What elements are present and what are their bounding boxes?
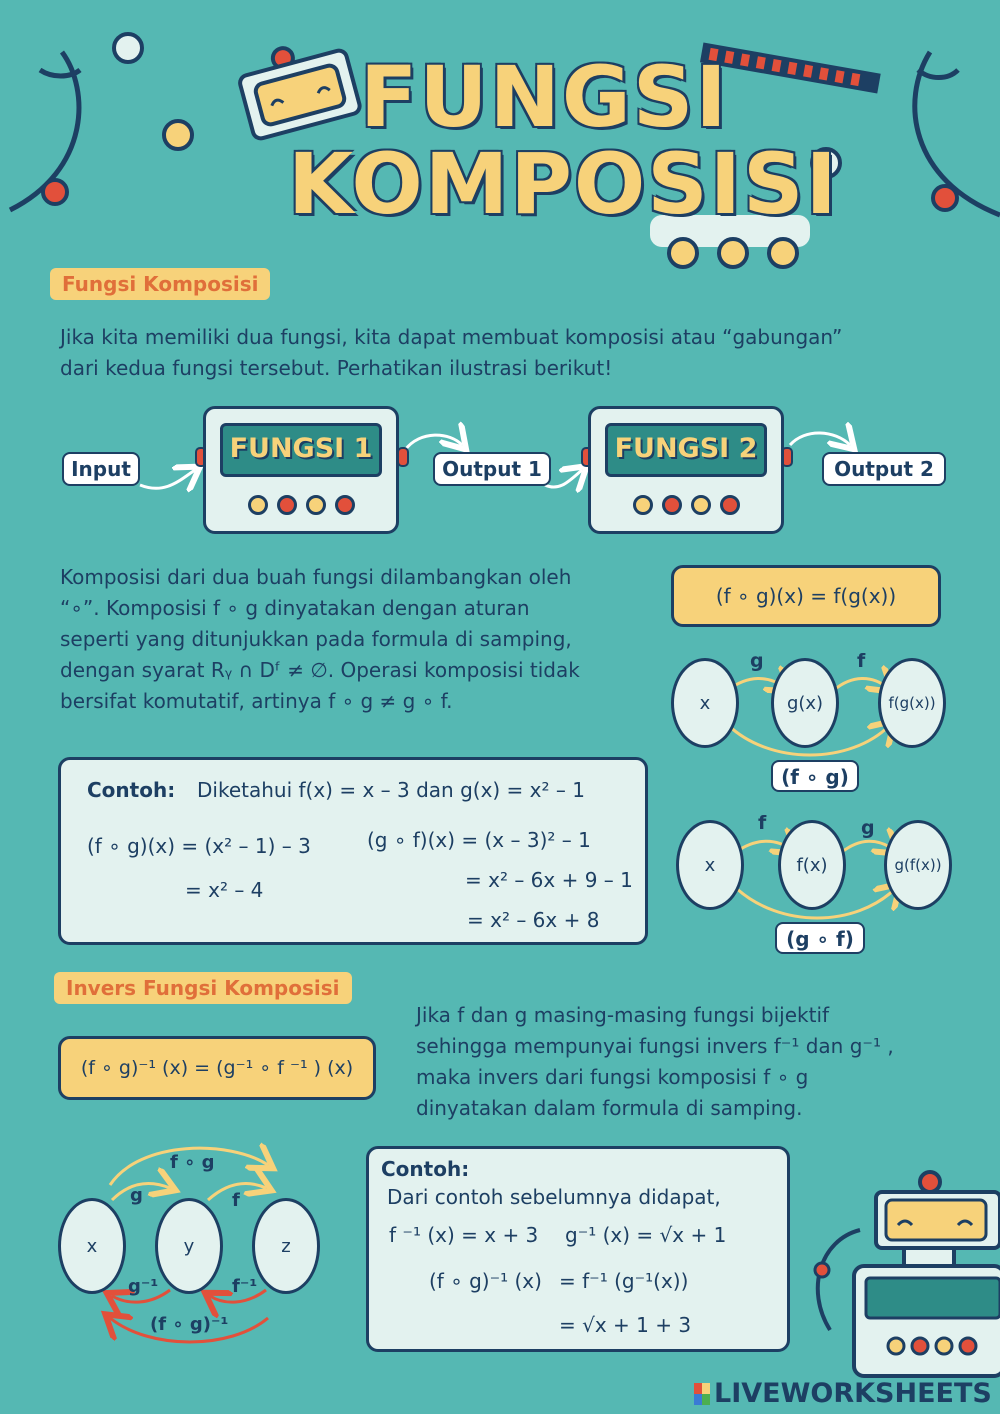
fog-step-1: (f ∘ g)(x) = (x² – 1) – 3 — [87, 834, 311, 858]
composite-inverse-step-2: = √x + 1 + 3 — [559, 1313, 692, 1337]
composition-formula: (f ∘ g)(x) = f(g(x)) — [671, 565, 941, 627]
machine-2-screen: FUNGSI 2 — [605, 423, 767, 477]
inverse-line: sehingga mempunyai fungsi invers f⁻¹ dan g⁻¹ , — [416, 1034, 894, 1058]
composite-inverse-left: (f ∘ g)⁻¹ (x) — [429, 1269, 542, 1293]
oval-f-of-x: f(x) — [778, 820, 846, 910]
set-oval-x: x — [58, 1198, 126, 1294]
arrow-label-g: g — [750, 650, 764, 672]
output-2-label: Output 2 — [822, 452, 946, 486]
arrow-label-f-inverse: f⁻¹ — [232, 1276, 258, 1297]
example-heading: Contoh: — [87, 778, 176, 802]
g-inverse-definition: g⁻¹ (x) = √x + 1 — [565, 1223, 727, 1247]
oval-g-of-f-of-x: g(f(x)) — [884, 820, 952, 910]
output-1-label: Output 1 — [433, 452, 551, 486]
inverse-formula: (f ∘ g)⁻¹ (x) = (g⁻¹ ∘ f ⁻¹ ) (x) — [58, 1036, 376, 1100]
label-g-o-f: (g ∘ f) — [775, 922, 865, 954]
arrow-label-f: f — [857, 650, 866, 672]
inverse-line: Jika f dan g masing-masing fungsi bijektif — [416, 1003, 830, 1027]
section-tag-invers-fungsi-komposisi: Invers Fungsi Komposisi — [54, 972, 352, 1004]
arrow-label-g: g — [861, 817, 875, 839]
f-inverse-definition: f ⁻¹ (x) = x + 3 — [389, 1223, 539, 1247]
label-f-o-g: (f ∘ g) — [771, 760, 859, 792]
brand-name: LIVEWORKSHEETS — [714, 1378, 992, 1409]
arrow-label-f-o-g: f ∘ g — [170, 1152, 215, 1173]
gof-step-1: (g ∘ f)(x) = (x – 3)² – 1 — [367, 828, 591, 852]
composition-line: Komposisi dari dua buah fungsi dilambangkan oleh — [60, 565, 572, 589]
machine-1-screen: FUNGSI 1 — [220, 423, 382, 477]
composition-line: “∘”. Komposisi f ∘ g dinyatakan dengan aturan — [60, 596, 530, 620]
gof-step-3: = x² – 6x + 8 — [467, 908, 600, 932]
set-oval-z: z — [252, 1198, 320, 1294]
composition-line: dengan syarat Rᵧ ∩ Dᶠ ≠ ∅. Operasi komposisi tidak — [60, 658, 580, 682]
oval-f-of-g-of-x: f(g(x)) — [878, 658, 946, 748]
intro-line: dari kedua fungsi tersebut. Perhatikan ilustrasi berikut! — [60, 356, 613, 380]
domain-oval-x: x — [671, 658, 739, 748]
page-title-line2: KOMPOSISI — [288, 135, 839, 233]
fog-step-2: = x² – 4 — [185, 878, 264, 902]
arrow-label-f-o-g-inverse: (f ∘ g)⁻¹ — [150, 1314, 229, 1335]
inverse-line: maka invers dari fungsi komposisi f ∘ g — [416, 1065, 809, 1089]
brand-icon — [694, 1383, 710, 1405]
arrow-label-f: f — [758, 812, 767, 834]
composition-line: seperti yang ditunjukkan pada formula di samping, — [60, 627, 572, 651]
set-oval-y: y — [155, 1198, 223, 1294]
inverse-line: dinyatakan dalam formula di samping. — [416, 1096, 803, 1120]
intro-line: Jika kita memiliki dua fungsi, kita dapat membuat komposisi atau “gabungan” — [60, 325, 843, 349]
gof-step-2: = x² – 6x + 9 – 1 — [465, 868, 633, 892]
domain-oval-x: x — [676, 820, 744, 910]
composition-line: bersifat komutatif, artinya f ∘ g ≠ g ∘ f. — [60, 689, 453, 713]
composite-inverse-step-1: = f⁻¹ (g⁻¹(x)) — [559, 1269, 689, 1293]
page-title-line1: FUNGSI — [360, 48, 729, 146]
liveworksheets-logo[interactable] — [694, 1378, 992, 1409]
arrow-label-f: f — [232, 1190, 240, 1211]
section-tag-fungsi-komposisi: Fungsi Komposisi — [50, 268, 270, 300]
arrow-label-g-inverse: g⁻¹ — [128, 1276, 159, 1297]
example-heading: Contoh: — [381, 1157, 470, 1181]
example-line: Dari contoh sebelumnya didapat, — [387, 1185, 721, 1209]
oval-g-of-x: g(x) — [771, 658, 839, 748]
input-label: Input — [62, 452, 140, 486]
example-given: Diketahui f(x) = x – 3 dan g(x) = x² – 1 — [197, 778, 585, 802]
arrow-label-g: g — [130, 1185, 143, 1206]
